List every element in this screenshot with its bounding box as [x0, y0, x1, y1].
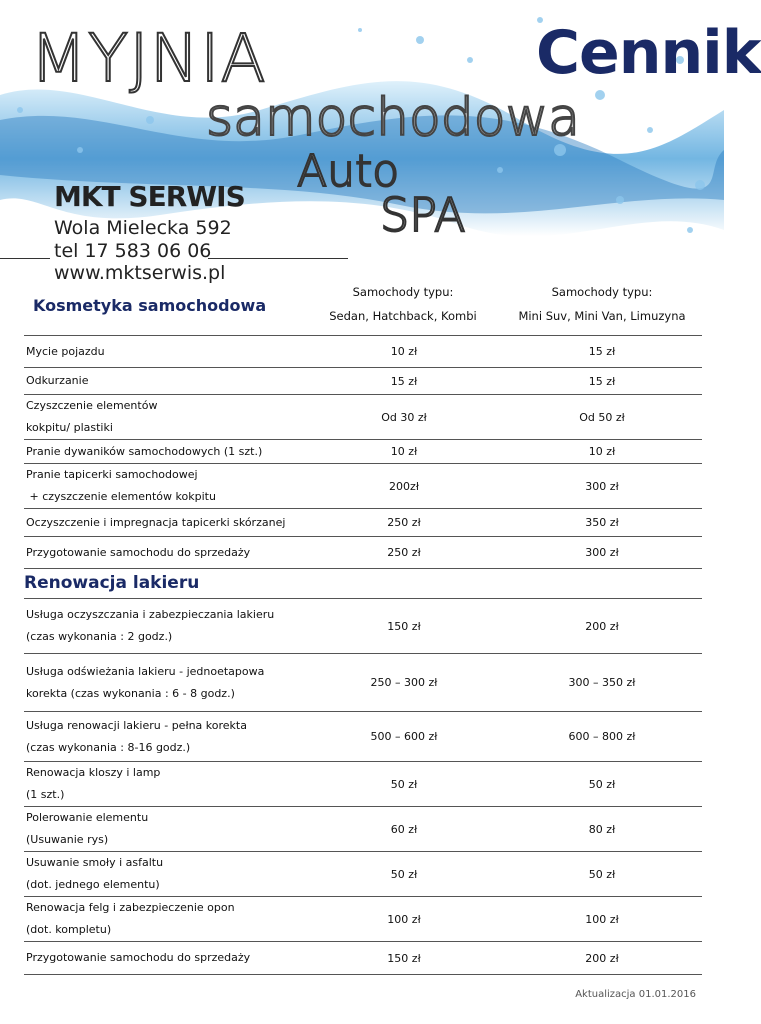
service-name: [24, 807, 306, 852]
price-type-a: 150 zł: [306, 599, 502, 654]
service-name: [24, 464, 306, 509]
service-name-line1: Przygotowanie samochodu do sprzedaży: [26, 951, 251, 964]
service-name-line1: Renowacja kloszy i lamp: [26, 766, 161, 779]
table-row: [24, 464, 702, 509]
service-name: [24, 395, 306, 440]
price-type-b: 15 zł: [502, 336, 702, 368]
service-name: [24, 336, 306, 368]
table-row: [24, 762, 702, 807]
service-name: [24, 368, 306, 395]
pricelist-heading: Cennik: [536, 18, 761, 88]
price-type-b: 15 zł: [502, 368, 702, 395]
price-table-kosmetyka: [24, 335, 702, 569]
service-name: [24, 599, 306, 654]
price-type-b: 50 zł: [502, 762, 702, 807]
service-name-line1: Usługa renowacji lakieru - pełna korekta: [26, 718, 247, 732]
price-type-a: 10 zł: [306, 440, 502, 464]
column-a-label: Samochody typu:: [352, 285, 454, 299]
update-date: Aktualizacja 01.01.2016: [575, 989, 696, 1000]
price-type-a: 200zł: [306, 464, 502, 509]
service-name: [24, 712, 306, 762]
table-row: [24, 368, 702, 395]
table-row: [24, 712, 702, 762]
table-row: [24, 807, 702, 852]
price-type-b: 300 zł: [502, 537, 702, 569]
table-row: [24, 599, 702, 654]
price-type-a: 15 zł: [306, 368, 502, 395]
table-row: [24, 336, 702, 368]
service-name: [24, 852, 306, 897]
service-name-line2: korekta (czas wykonania : 6 - 8 godz.): [26, 686, 235, 700]
price-type-a: 50 zł: [306, 762, 502, 807]
service-name-line2: (czas wykonania : 2 godz.): [26, 630, 173, 643]
column-header-type-a: [320, 280, 486, 328]
title-samochodowa: samochodowa: [206, 88, 581, 148]
price-type-a: 50 zł: [306, 852, 502, 897]
service-name-line1: Polerowanie elementu: [26, 811, 149, 824]
service-name: [24, 537, 306, 569]
table-row: [24, 942, 702, 975]
price-type-a: 10 zł: [306, 336, 502, 368]
column-header-type-b: [510, 280, 694, 328]
price-type-b: 10 zł: [502, 440, 702, 464]
service-name-line1: Mycie pojazdu: [26, 344, 105, 358]
company-address: Wola Mielecka 592: [54, 217, 232, 239]
table-row: [24, 395, 702, 440]
service-name-line1: Odkurzanie: [26, 374, 89, 387]
price-type-b: Od 50 zł: [502, 395, 702, 440]
service-name-line2: (Usuwanie rys): [26, 833, 109, 846]
company-website[interactable]: www.mktserwis.pl: [54, 262, 226, 284]
section-title-kosmetyka: Kosmetyka samochodowa: [33, 296, 267, 315]
divider-left: [0, 258, 50, 259]
service-name-line1: Oczyszczenie i impregnacja tapicerki skórzanej: [26, 515, 286, 529]
price-type-b: 80 zł: [502, 807, 702, 852]
service-name-line1: Przygotowanie samochodu do sprzedaży: [26, 545, 251, 559]
service-name-line2: (dot. kompletu): [26, 923, 112, 936]
price-type-b: 600 – 800 zł: [502, 712, 702, 762]
price-type-b: 100 zł: [502, 897, 702, 942]
table-row: [24, 897, 702, 942]
service-name: [24, 654, 306, 712]
price-type-b: 200 zł: [502, 599, 702, 654]
price-table-renowacja: [24, 598, 702, 975]
service-name-line2: + czyszczenie elementów kokpitu: [26, 490, 216, 503]
service-name: [24, 440, 306, 464]
price-type-b: 350 zł: [502, 509, 702, 537]
service-name-line2: (dot. jednego elementu): [26, 878, 160, 891]
title-myjnia: MYJNIA: [30, 20, 267, 97]
service-name-line1: Renowacja felg i zabezpieczenie opon: [26, 901, 235, 914]
table-row: [24, 440, 702, 464]
service-name-line1: Usługa oczyszczania i zabezpieczania lakieru: [26, 608, 275, 621]
service-name-line2: kokpitu/ plastiki: [26, 421, 113, 434]
service-name-line2: (1 szt.): [26, 788, 65, 801]
table-row: [24, 852, 702, 897]
service-name: [24, 897, 306, 942]
service-name: [24, 509, 306, 537]
price-type-b: 50 zł: [502, 852, 702, 897]
service-name-line1: Usuwanie smoły i asfaltu: [26, 856, 164, 869]
price-type-a: 150 zł: [306, 942, 502, 975]
table-row: [24, 537, 702, 569]
company-name: MKT SERWIS: [54, 180, 245, 213]
price-type-a: 100 zł: [306, 897, 502, 942]
price-type-a: 250 zł: [306, 537, 502, 569]
price-type-b: 300 zł: [502, 464, 702, 509]
price-type-a: 250 zł: [306, 509, 502, 537]
section-title-renowacja: Renowacja lakieru: [24, 573, 200, 593]
price-type-a: Od 30 zł: [306, 395, 502, 440]
price-type-a: 500 – 600 zł: [306, 712, 502, 762]
table-row: [24, 509, 702, 537]
divider-right: [208, 258, 348, 259]
service-name: [24, 762, 306, 807]
price-type-a: 250 – 300 zł: [306, 654, 502, 712]
service-name-line1: Usługa odświeżania lakieru - jednoetapowa: [26, 664, 265, 678]
service-name-line1: Czyszczenie elementów: [26, 399, 158, 412]
service-name-line2: (czas wykonania : 8-16 godz.): [26, 740, 191, 754]
table-row: [24, 654, 702, 712]
service-name-line1: Pranie dywaników samochodowych (1 szt.): [26, 444, 263, 458]
price-type-b: 300 – 350 zł: [502, 654, 702, 712]
service-name: [24, 942, 306, 975]
title-spa: SPA: [380, 188, 466, 242]
column-b-label: Samochody typu:: [551, 285, 653, 299]
service-name-line1: Pranie tapicerki samochodowej: [26, 468, 198, 481]
company-phone: tel 17 583 06 06: [54, 240, 212, 262]
price-type-b: 200 zł: [502, 942, 702, 975]
column-b-types: Mini Suv, Mini Van, Limuzyna: [518, 309, 686, 323]
price-type-a: 60 zł: [306, 807, 502, 852]
column-a-types: Sedan, Hatchback, Kombi: [329, 309, 477, 323]
title-auto: Auto: [297, 146, 400, 197]
